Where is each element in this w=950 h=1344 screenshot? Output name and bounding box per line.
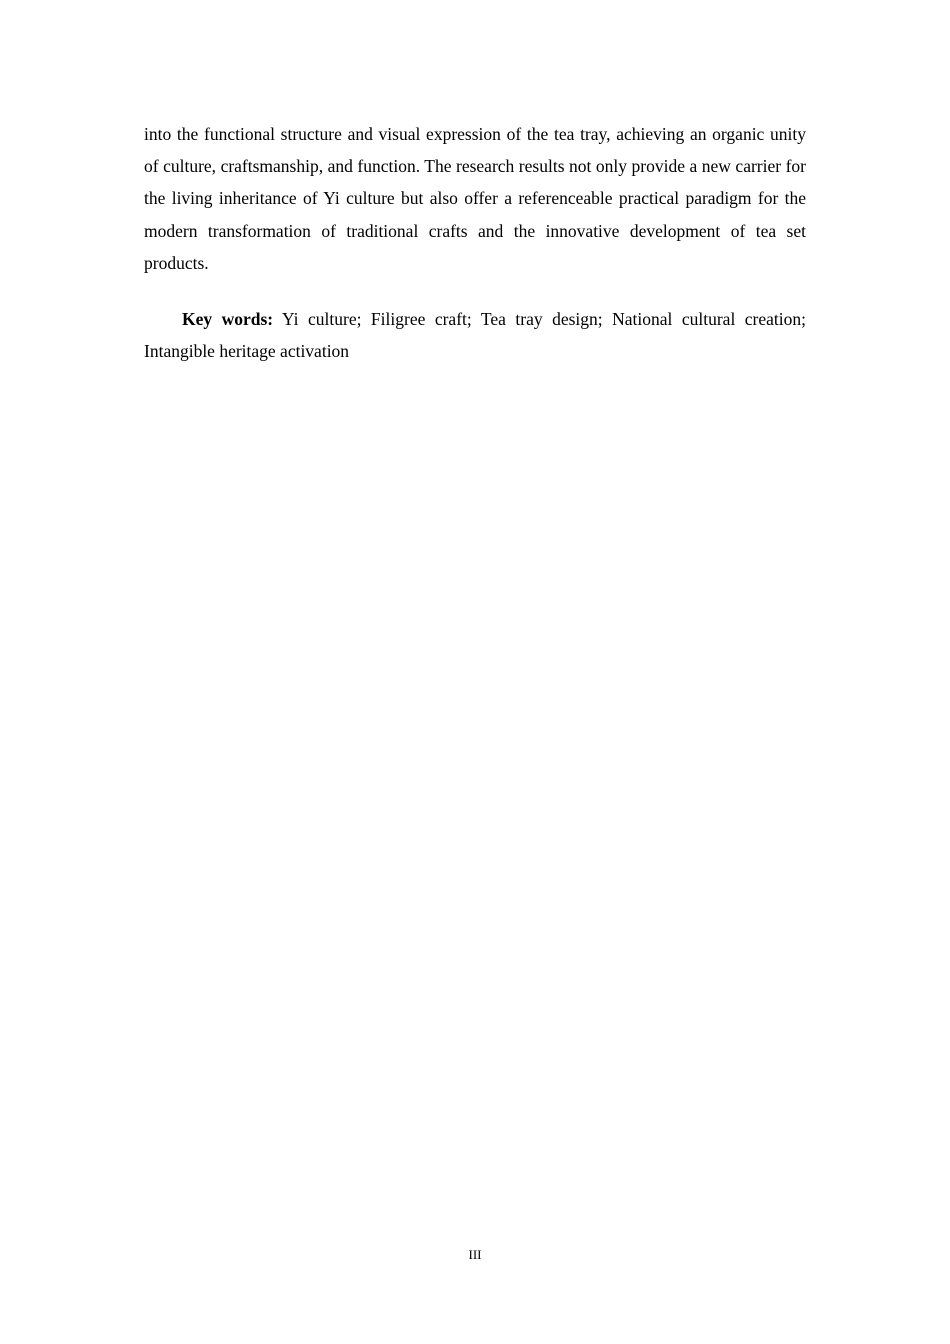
keywords-paragraph [144, 303, 806, 367]
keywords-label: Key words: [182, 309, 274, 329]
page-number: III [468, 1247, 482, 1262]
abstract-paragraph: into the functional structure and visual expression of the tea tray, achieving an organic unity of culture, craftsmanship, and function. The research results not only provide a new carrier for the living inheritance of Yi culture but also offer a referenceable practical paradigm for the modern transformation of traditional crafts and the innovative development of tea set products. [144, 124, 806, 273]
keywords-text: Yi culture; Filigree craft; Tea tray design; National cultural creation; Intangible heritage activation [144, 309, 807, 362]
